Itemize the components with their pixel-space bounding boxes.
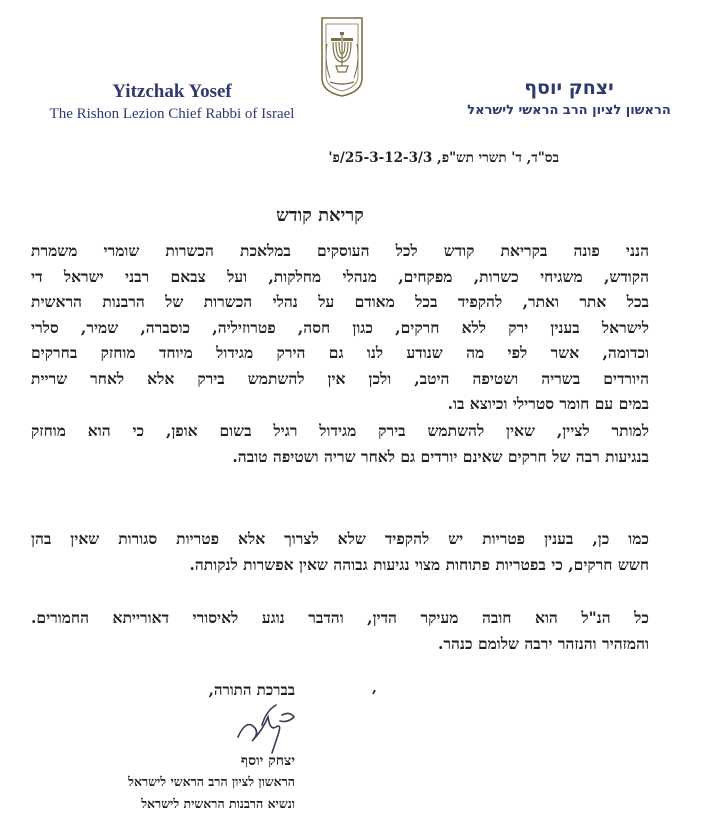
date-reference-line: בס"ד, ד' תשרי תש"פ, 25-3-12-3/3/פ'	[328, 150, 559, 166]
signatory-name: יצחק יוסף	[240, 753, 295, 769]
paragraph-line: כל הנ"ל הוא חובה מעיקר הדין, והדבר נוגע לאיסורי דאורייתא החמורים.	[31, 608, 649, 627]
handwritten-signature	[232, 697, 302, 759]
signatory-title-1: הראשון לציון הרב הראשי לישראל	[128, 774, 295, 789]
paragraph-line: היורדים בשריה ושטיפה היטב, ולכן אין להשתמש בירק אלא לאחר שריית	[31, 368, 649, 388]
paragraph-line: למותר לציין, שאין להשתמש בירק מגידול רגיל בשום אופן, כי הוא מוחזק	[31, 421, 649, 440]
stray-mark: ,	[372, 680, 377, 696]
sender-title-he: הראשון לציון הרב הראשי לישראל	[467, 103, 671, 118]
paragraph-line: בנגיעות רבה של חרקים שאינם יורדים גם לאחר שריה ושטיפה טובה.	[232, 446, 649, 466]
sender-name-en: Yitzchak Yosef	[112, 81, 232, 102]
body-paragraph-2	[31, 418, 649, 469]
letterhead-english	[22, 80, 322, 124]
paragraph-line: במים עם חומר סטרילי וכיוצא בו.	[447, 394, 649, 413]
body-paragraph-4	[31, 605, 649, 656]
paragraph-line: חשש חרקים, כי בפטריות פתוחות מצוי נגיעות גבוהה שאין אפשרות לנקותה.	[189, 554, 649, 574]
state-emblem-icon	[318, 16, 366, 98]
letterhead-hebrew	[439, 76, 699, 121]
paragraph-line: לישראל בענין ירק ללא חרקים, כגון חסה, פטרוזיליה, כוסברה, שמיר, סלרי	[31, 317, 649, 337]
sender-title-en: The Rishon Lezion Chief Rabbi of Israel	[49, 106, 295, 122]
paragraph-line: וכדומה, אשר לפי מה שנודע לנו גם הירק מגידול מיוחד מוחזק בחרקים	[31, 343, 649, 362]
paragraph-line: הקודש, משגיחי כשרות, מפקחים, מנהלי מחלקות, ועל צבאם רבני ישראל די	[31, 266, 649, 286]
body-paragraph-3	[31, 526, 649, 577]
signatory-title-2: ונשיא הרבנות הראשית לישראל	[141, 796, 295, 811]
paragraph-line: בכל אתר ואתר, להקפיד בכל מאודם על נהלי הכשרות של הרבנות הראשית	[31, 292, 649, 311]
body-paragraph-1	[31, 238, 649, 417]
paragraph-line: כמו כן, בענין פטריות יש להקפיד שלא לצרוך אלא פטריות סגורות שאין בהן	[31, 529, 649, 548]
sender-name-he: יצחק יוסף	[524, 77, 614, 99]
letter-heading: קריאת קודש	[276, 205, 364, 226]
closing-blessing: בברכת התורה,	[208, 681, 295, 699]
paragraph-line: הנני פונה בקריאת קודש לכל העוסקים במלאכת הכשרות שומרי משמרת	[31, 241, 649, 260]
paragraph-line: והמזהיר והנזהר ירבה שלומם כנהר.	[438, 633, 649, 653]
